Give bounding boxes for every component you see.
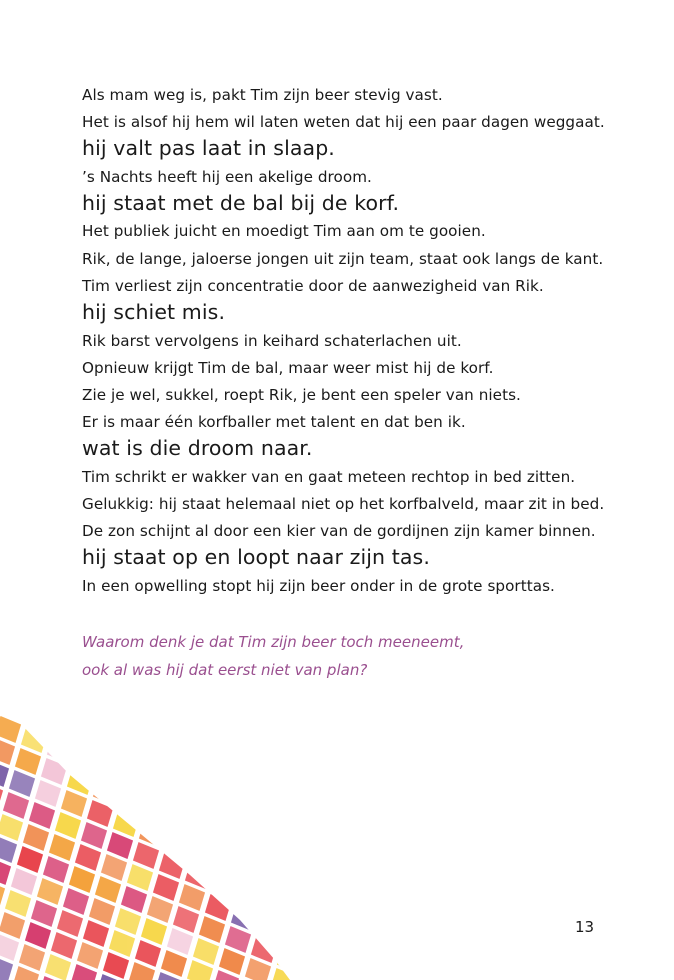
weave-tile [98,755,126,784]
weave-tile [226,715,254,736]
weave-tile [202,795,230,824]
woven-pattern-illustration [0,715,300,980]
weave-tile [240,761,268,790]
weave-tile [188,741,216,770]
weave-tile [266,771,294,800]
weave-tile [242,859,270,888]
weave-tile [252,717,280,746]
weave-tile [196,817,224,846]
weave-tile [52,715,80,742]
weave-tile [84,715,112,730]
weave-tile [278,727,300,756]
weave-tile [190,839,218,868]
reflection-question-line-2: ook al was hij dat eerst niet van plan? [82,661,368,679]
story-line: Het publiek juicht en moedigt Tim aan om te gooien. [82,222,486,240]
weave-tile [274,847,300,876]
weave-tile [78,723,106,752]
weave-tile [272,749,300,778]
weave-tile [220,729,248,758]
story-line: Opnieuw krijgt Tim de bal, maar weer mist hij de korf. [82,359,494,377]
weave-tile [228,805,256,834]
weave-tile [144,797,172,826]
weave-tile [176,785,204,814]
weave-tile [194,719,222,748]
weave-tile [182,763,210,792]
weave-tile [292,781,300,810]
weave-tile [280,825,300,854]
weave-tile [216,849,244,878]
reflection-question-line-1: Waarom denk je dat Tim zijn beer toch meeneemt, [82,633,465,651]
weave-tile [124,765,152,794]
weave-tile [116,715,144,718]
weave-tile [282,923,300,952]
weave-tile [170,807,198,836]
page-number: 13 [575,918,595,936]
story-line: hij valt pas laat in slaap. [82,136,335,160]
weave-tile [246,739,274,768]
story-line: Rik barst vervolgens in keihard schaterlachen uit. [82,332,462,350]
weave-tile [164,829,192,858]
story-line: hij staat op en loopt naar zijn tas. [82,545,430,569]
weave-tile [168,715,196,738]
weave-tile [210,871,238,900]
weave-tile [254,815,282,844]
story-line: Rik, de lange, jaloerse jongen uit zijn team, staat ook langs de kant. [82,250,604,268]
weave-tile [286,803,300,832]
weave-tile [130,743,158,772]
weave-tile [200,715,228,726]
weave-tile [236,881,264,910]
weave-tile [150,775,178,804]
weave-tile [58,715,86,720]
story-line: hij staat met de bal bij de korf. [82,191,400,215]
story-line: ’s Nachts heeft hij een akelige droom. [82,168,372,186]
weave-tile [256,913,284,942]
story-line: De zon schijnt al door een kier van de gordijnen zijn kamer binnen. [82,522,596,540]
weave-tile [298,759,300,788]
weave-tile [222,827,250,856]
weave-tile [294,879,300,908]
story-line: Het is alsof hij hem wil laten weten dat hij een paar dagen weggaat. [82,113,605,131]
weave-tile [214,751,242,780]
weave-tile [0,715,22,744]
weave-tile [262,891,290,920]
weave-tile [156,753,184,782]
weave-tile [208,773,236,802]
weave-tile [248,837,276,866]
weave-tile [104,733,132,762]
weave-tile [234,783,262,812]
story-line: wat is die droom naar. [82,436,313,460]
weave-tile [288,901,300,930]
weave-tile [268,869,296,898]
story-line: Als mam weg is, pakt Tim zijn beer stevig vast. [82,86,443,104]
story-line: Tim schrikt er wakker van en gaat meteen rechtop in bed zitten. [82,468,576,486]
weave-tile [142,715,170,728]
story-line: Er is maar één korfballer met talent en dat ben ik. [82,413,466,431]
weave-tile [118,787,146,816]
weave-tile [136,721,164,750]
story-line: Tim verliest zijn concentratie door de aanwezigheid van Rik. [82,277,544,295]
weave-tile [162,731,190,760]
weave-tile [26,715,54,732]
story-line: In een opwelling stopt hij zijn beer onder in de grote sporttas. [82,577,555,595]
weave-tile [260,793,288,822]
weave-tile [270,967,298,980]
story-line: Zie je wel, sukkel, roept Rik, je bent een speler van niets. [82,386,521,404]
weave-tile [110,715,138,740]
story-line: Gelukkig: hij staat helemaal niet op het korfbalveld, maar zit in bed. [82,495,605,513]
weave-tile [174,715,202,716]
story-line: hij schiet mis. [82,300,226,324]
weave-tile [72,745,100,774]
